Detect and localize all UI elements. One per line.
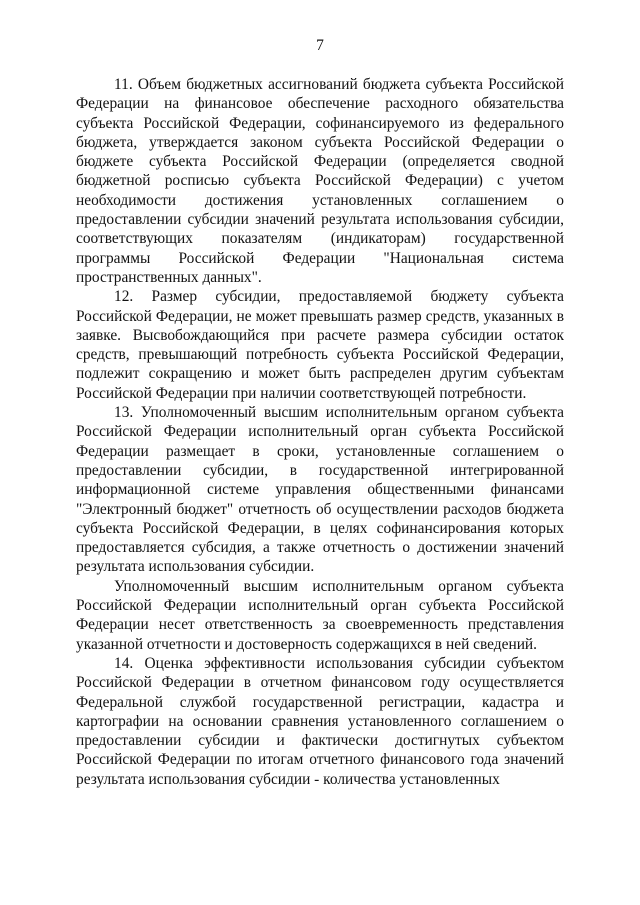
paragraph-11-budget-allocations: 11. Объем бюджетных ассигнований бюджета субъекта Российской Федерации на финансовое обеспечение расходного обязательства субъекта Российской Федерации, софинансируемого из федерального бюджета, утверждается законом субъекта Российской Федерации о бюджете субъекта Российской Федерации (определяется сводной бюджетной росписью субъекта Российской Федерации) с учетом необходимости достижения установленных соглашением о предоставлении субсидии значений результата использования субсидии, соответствующих показателям (индикаторам) государственной программы Российской Федерации "Национальная система пространственных данных". [76, 76, 564, 286]
page-number: 7 [316, 37, 324, 54]
paragraph-13-responsibility: Уполномоченный высшим исполнительным органом субъекта Российской Федерации исполнительный орган субъекта Российской Федерации несет ответственность за своевременность представления указанной отчетности и достоверность содержащихся в ней сведений. [76, 577, 564, 653]
paragraph-14-efficiency-evaluation: 14. Оценка эффективности использования субсидии субъектом Российской Федерации в отчетном финансовом году осуществляется Федеральной службой государственной регистрации, кадастра и картографии на основании сравнения установленного соглашением о предоставлении субсидии и фактически достигнутых субъектом Российской Федерации по итогам отчетного финансового года значений результата использования субсидии - количества установленных [76, 654, 564, 788]
document-body [76, 75, 564, 789]
paragraph-12-subsidy-size: 12. Размер субсидии, предоставляемой бюджету субъекта Российской Федерации, не может превышать размер средств, указанных в заявке. Высвобождающийся при расчете размера субсидии остаток средств, превышающий потребность субъекта Российской Федерации, подлежит сокращению и может быть распределен другим субъектам Российской Федерации при наличии соответствующей потребности. [76, 288, 564, 402]
paragraph-13-reporting: 13. Уполномоченный высшим исполнительным органом субъекта Российской Федерации исполнительный орган субъекта Российской Федерации размещает в сроки, установленные соглашением о предоставлении субсидии, в государственной интегрированной информационной системе управления общественными финансами "Электронный бюджет" отчетность об осуществлении расходов бюджета субъекта Российской Федерации, в целях софинансирования которых предоставляется субсидия, а также отчетность о достижении значений результата использования субсидии. [76, 404, 564, 576]
